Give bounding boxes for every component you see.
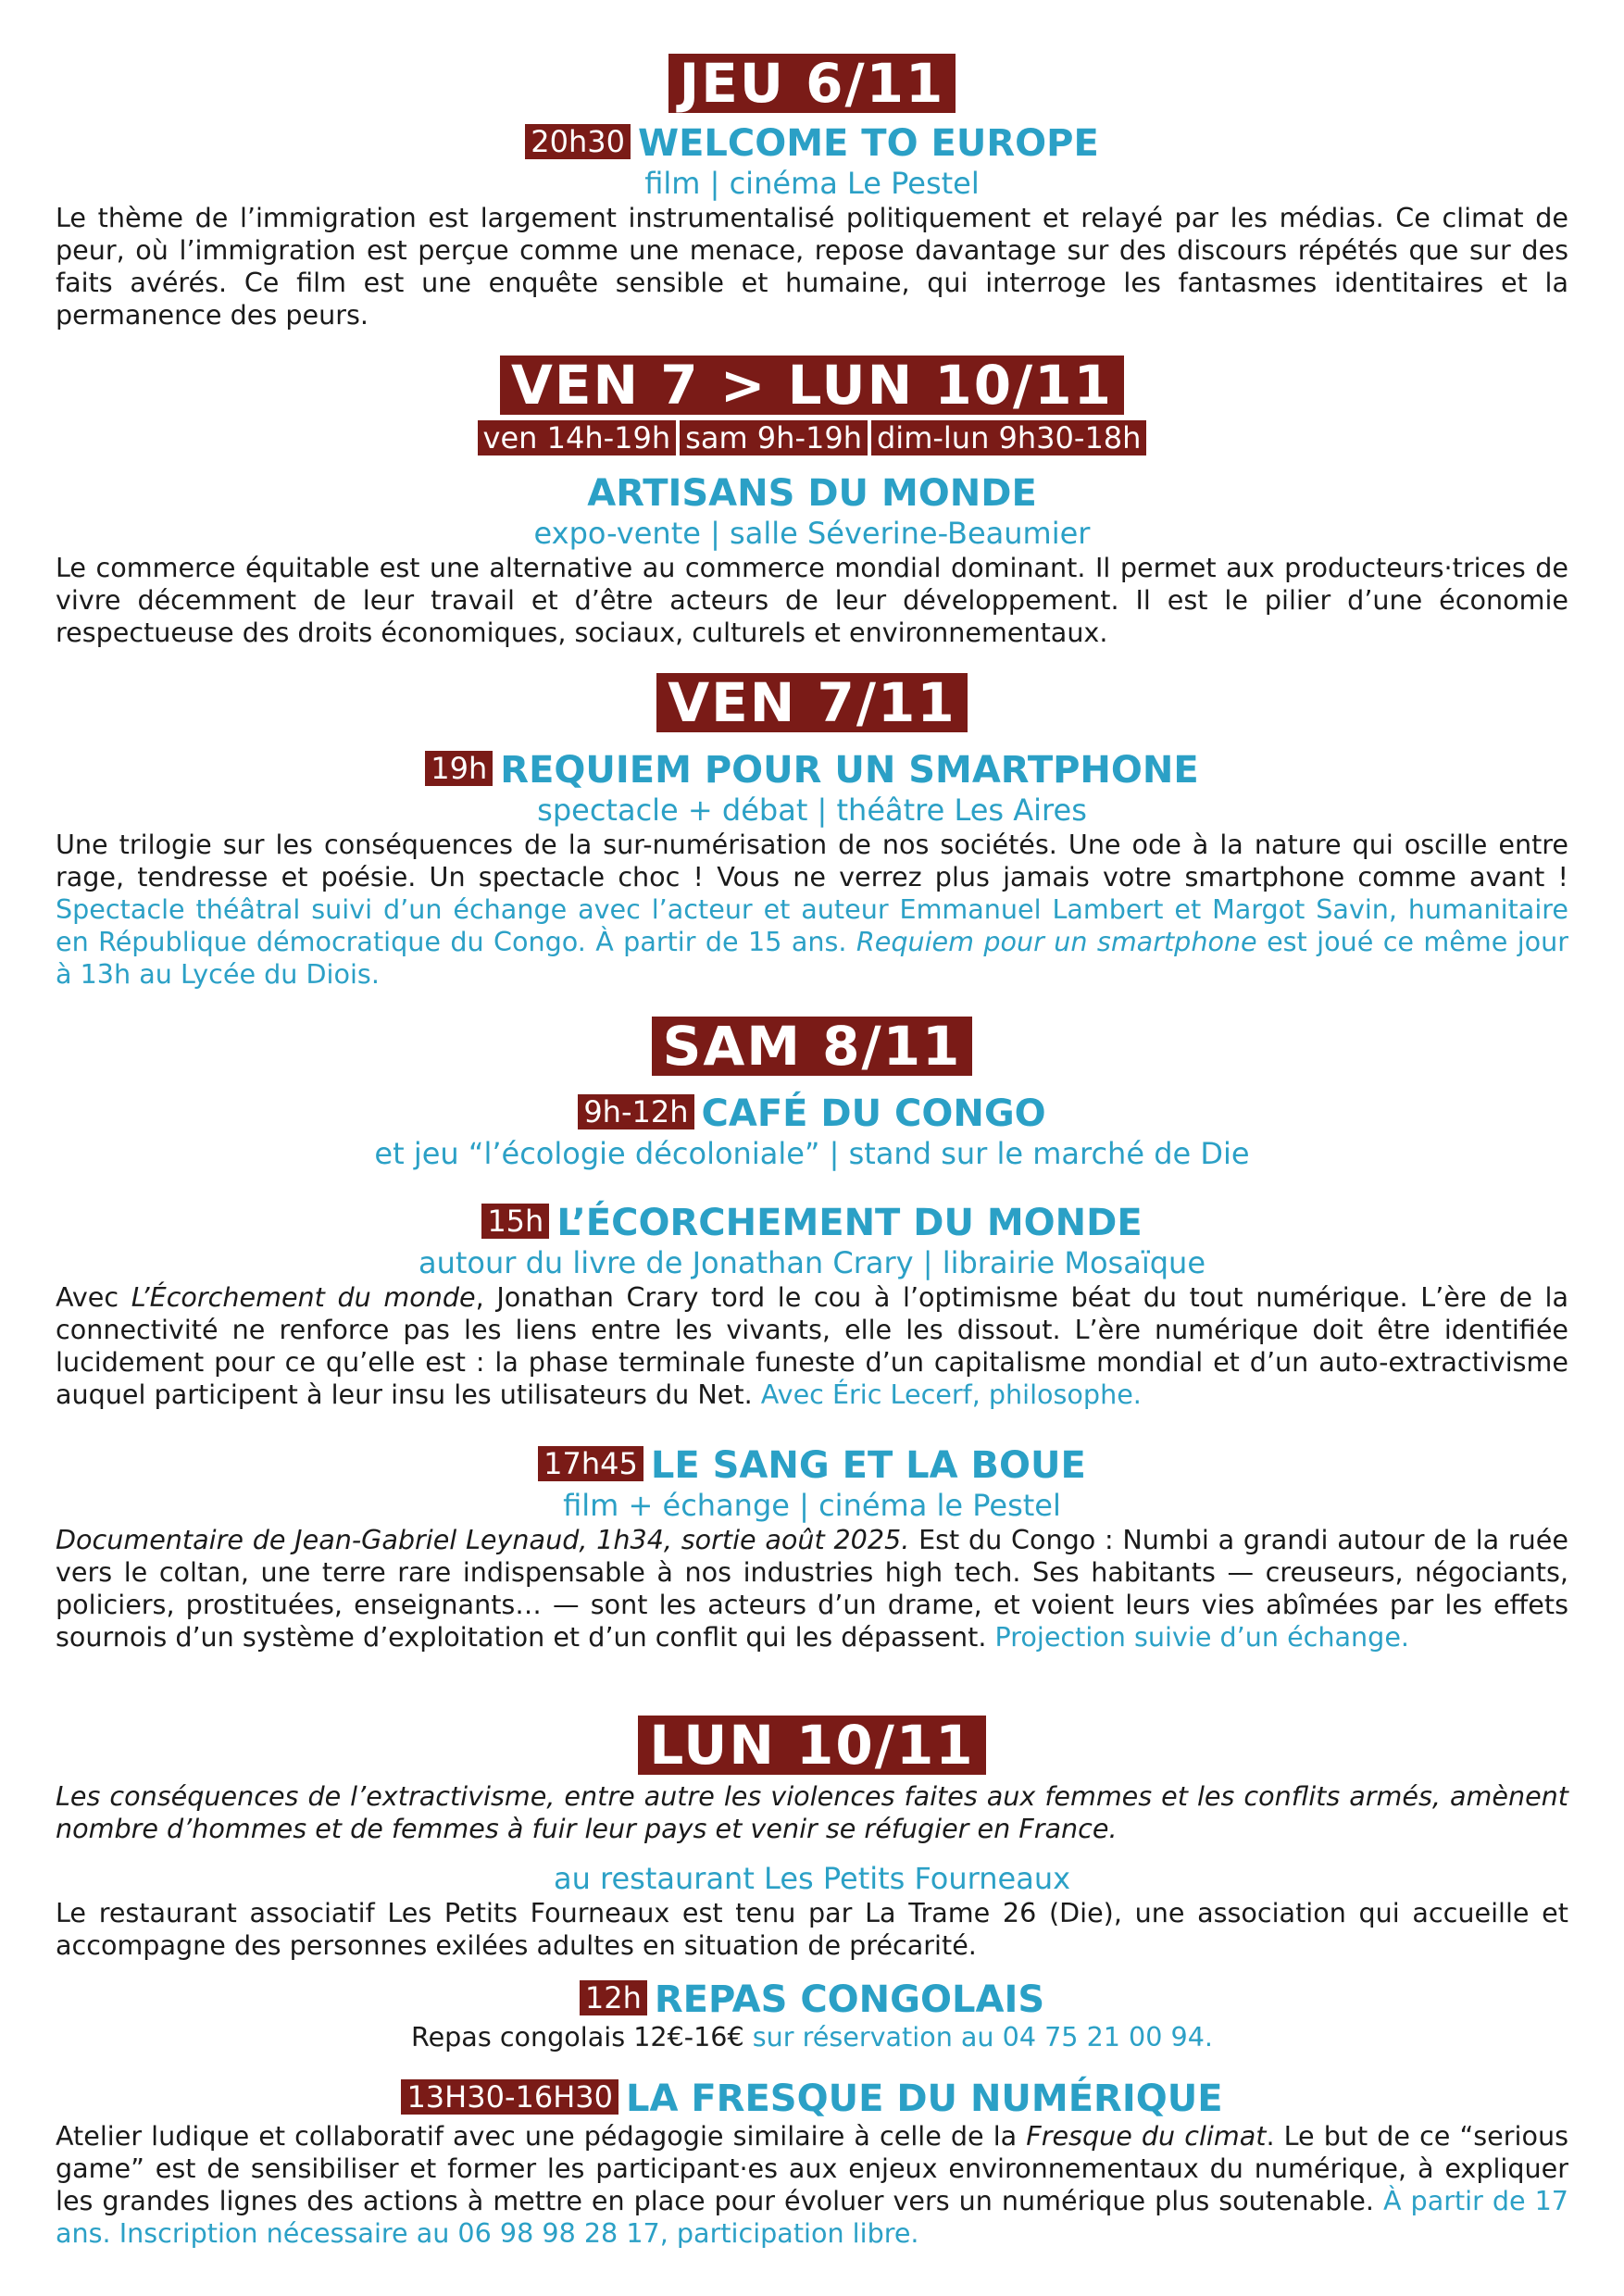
description-text: Repas congolais 12€-16€: [410, 2021, 744, 2053]
event-title: ARTISANS DU MONDE: [587, 472, 1037, 515]
day-heading: [56, 1716, 1568, 1775]
day-section-ven-7-lun-10: [56, 356, 1568, 649]
description-note-end: est joué ce même jour à 13h au Lycée du Diois.: [56, 926, 1569, 990]
hours-badge: dim-lun 9h30-18h: [871, 420, 1146, 455]
event-time-badge: 13H30-16H30: [401, 2079, 618, 2115]
event-time-badge: 15h: [481, 1204, 549, 1239]
description-note: Spectacle théâtral suivi d’un échange avec l’acteur et auteur Emmanuel Lambert et Margot Savin, humanitaire en République démocratique du Congo. À partir de 15 ans.: [56, 893, 1568, 957]
description-reference: Fresque du climat: [1026, 2120, 1267, 2152]
description-text: , Jonathan Crary tord le cou à l’optimisme béat du tout numérique. L’ère de la connectivité ne renforce pas les liens entre les vivants, elle les dissout. L’ère numérique doit être identifiée lucidement pour ce qu’elle est : la phase terminale funeste d’un capitalisme mondial et d’un auto-extractivisme auquel participent à leur insu les utilisateurs du Net.: [56, 1281, 1568, 1410]
hours-badge: ven 14h-19h: [478, 420, 677, 455]
description-note-title: Requiem pour un smartphone: [856, 926, 1257, 957]
day-label: SAM 8/11: [652, 1017, 973, 1076]
event-subtitle: film + échange | cinéma le Pestel: [563, 1488, 1061, 1523]
venue-subtitle: au restaurant Les Petits Fourneaux: [553, 1861, 1071, 1896]
event-heading-fresque: [56, 2078, 1568, 2120]
event-title: WELCOME TO EUROPE: [637, 122, 1099, 165]
event-heading-sang: [56, 1444, 1568, 1487]
day-section-lun-10: [56, 1716, 1568, 2250]
event-subtitle: autour du livre de Jonathan Crary | librairie Mosaïque: [418, 1245, 1206, 1280]
day-label: LUN 10/11: [638, 1716, 985, 1775]
event-time-badge: 9h-12h: [578, 1094, 693, 1129]
description-book-title: L’Écorchement du monde: [131, 1281, 476, 1313]
event-title: L’ÉCORCHEMENT DU MONDE: [556, 1202, 1143, 1244]
event-description: [56, 2120, 1568, 2250]
event-subtitle: et jeu “l’écologie décoloniale” | stand sur le marché de Die: [374, 1136, 1250, 1171]
event-subtitle: expo-vente | salle Séverine-Beaumier: [533, 516, 1091, 551]
event-title: REPAS CONGOLAIS: [654, 1978, 1045, 2021]
event-heading-ecorchement: [56, 1202, 1568, 1244]
description-text: . Le but de ce “serious game” est de sensibiliser et former les participant·es aux enjeux environnementaux du numérique, à expliquer les grandes lignes des actions à mettre en place pour évoluer vers un numérique plus soutenable.: [56, 2120, 1568, 2216]
event-heading-repas: [56, 1978, 1568, 2021]
description-text: Avec: [56, 1281, 119, 1313]
event-time-badge: 19h: [425, 751, 493, 786]
event-description: [56, 1524, 1568, 1653]
day-heading: [56, 54, 1568, 113]
event-description: Le thème de l’immigration est largement instrumentalisé politiquement et relayé par les médias. Ce climat de peur, où l’immigration est perçue comme une menace, repose davantage sur des discours répétés que sur des faits avérés. Ce film est une enquête sensible et humaine, qui interroge les fantasmes identitaires et la permanence des peurs.: [56, 202, 1568, 331]
day-intro: Les conséquences de l’extractivisme, entre autre les violences faites aux femmes et les conflits armés, amènent nombre d’hommes et de femmes à fuir leur pays et venir se réfugier en France.: [56, 1780, 1568, 1844]
event-heading-cafe: [56, 1092, 1568, 1135]
event-description: [56, 829, 1568, 991]
event-description: Le commerce équitable est une alternative au commerce mondial dominant. Il permet aux producteurs·trices de vivre décemment de leur travail et d’être acteurs de leur développement. Il est le pilier d’une économie respectueuse des droits économiques, sociaux, culturels et environnementaux.: [56, 552, 1568, 648]
hours-badge: sam 9h-19h: [680, 420, 868, 455]
event-title: REQUIEM POUR UN SMARTPHONE: [500, 749, 1199, 792]
event-time-badge: 12h: [580, 1980, 647, 2015]
day-heading: [56, 1017, 1568, 1076]
event-heading: [56, 122, 1568, 165]
event-heading: [56, 749, 1568, 792]
event-title: CAFÉ DU CONGO: [701, 1092, 1046, 1135]
description-note: À partir de 17 ans. Inscription nécessaire au 06 98 98 28 17, participation libre.: [56, 2185, 1568, 2249]
description-note: Projection suivie d’un échange.: [994, 1621, 1410, 1653]
description-credits: Documentaire de Jean-Gabriel Leynaud, 1h34, sortie août 2025.: [56, 1524, 910, 1555]
event-subtitle: film | cinéma Le Pestel: [644, 166, 980, 201]
day-heading: [56, 356, 1568, 415]
event-heading: [56, 472, 1568, 515]
event-description: [56, 1281, 1568, 1411]
opening-hours: [56, 420, 1568, 455]
description-text: Atelier ludique et collaboratif avec une pédagogie similaire à celle de la: [56, 2120, 1018, 2152]
event-title: LE SANG ET LA BOUE: [650, 1444, 1086, 1487]
venue-description: Le restaurant associatif Les Petits Fourneaux est tenu par La Trame 26 (Die), une association qui accueille et accompagne des personnes exilées adultes en situation de précarité.: [56, 1897, 1568, 1961]
day-heading: [56, 673, 1568, 732]
description-text: Est du Congo : Numbi a grandi autour de la ruée vers le coltan, une terre rare indispensable à nos industries high tech. Ses habitants — creuseurs, négociants, policiers, prostituées, enseignants… — sont les acteurs d’un drame, et voient leurs vies abîmées par les effets sournois d’un système d’exploitation et d’un conflit qui les dépassent.: [56, 1524, 1568, 1653]
day-label: JEU 6/11: [668, 54, 956, 113]
description-note: Avec Éric Lecerf, philosophe.: [760, 1379, 1142, 1410]
event-subtitle: spectacle + débat | théâtre Les Aires: [537, 792, 1087, 828]
description-text: Une trilogie sur les conséquences de la sur-numérisation de nos sociétés. Une ode à la nature qui oscille entre rage, tendresse et poésie. Un spectacle choc ! Vous ne verrez plus jamais votre smartphone comme avant !: [56, 829, 1568, 892]
event-title: LA FRESQUE DU NUMÉRIQUE: [625, 2078, 1223, 2120]
event-time-badge: 20h30: [525, 124, 631, 159]
day-label: VEN 7 > LUN 10/11: [500, 356, 1124, 415]
description-note: sur réservation au 04 75 21 00 94.: [752, 2021, 1214, 2053]
event-time-badge: 17h45: [538, 1446, 643, 1481]
day-section-jeu-6: [56, 54, 1568, 331]
event-description: [56, 2021, 1568, 2053]
day-section-ven-7: [56, 673, 1568, 991]
day-label: VEN 7/11: [656, 673, 968, 732]
day-section-sam-8: [56, 1017, 1568, 1653]
